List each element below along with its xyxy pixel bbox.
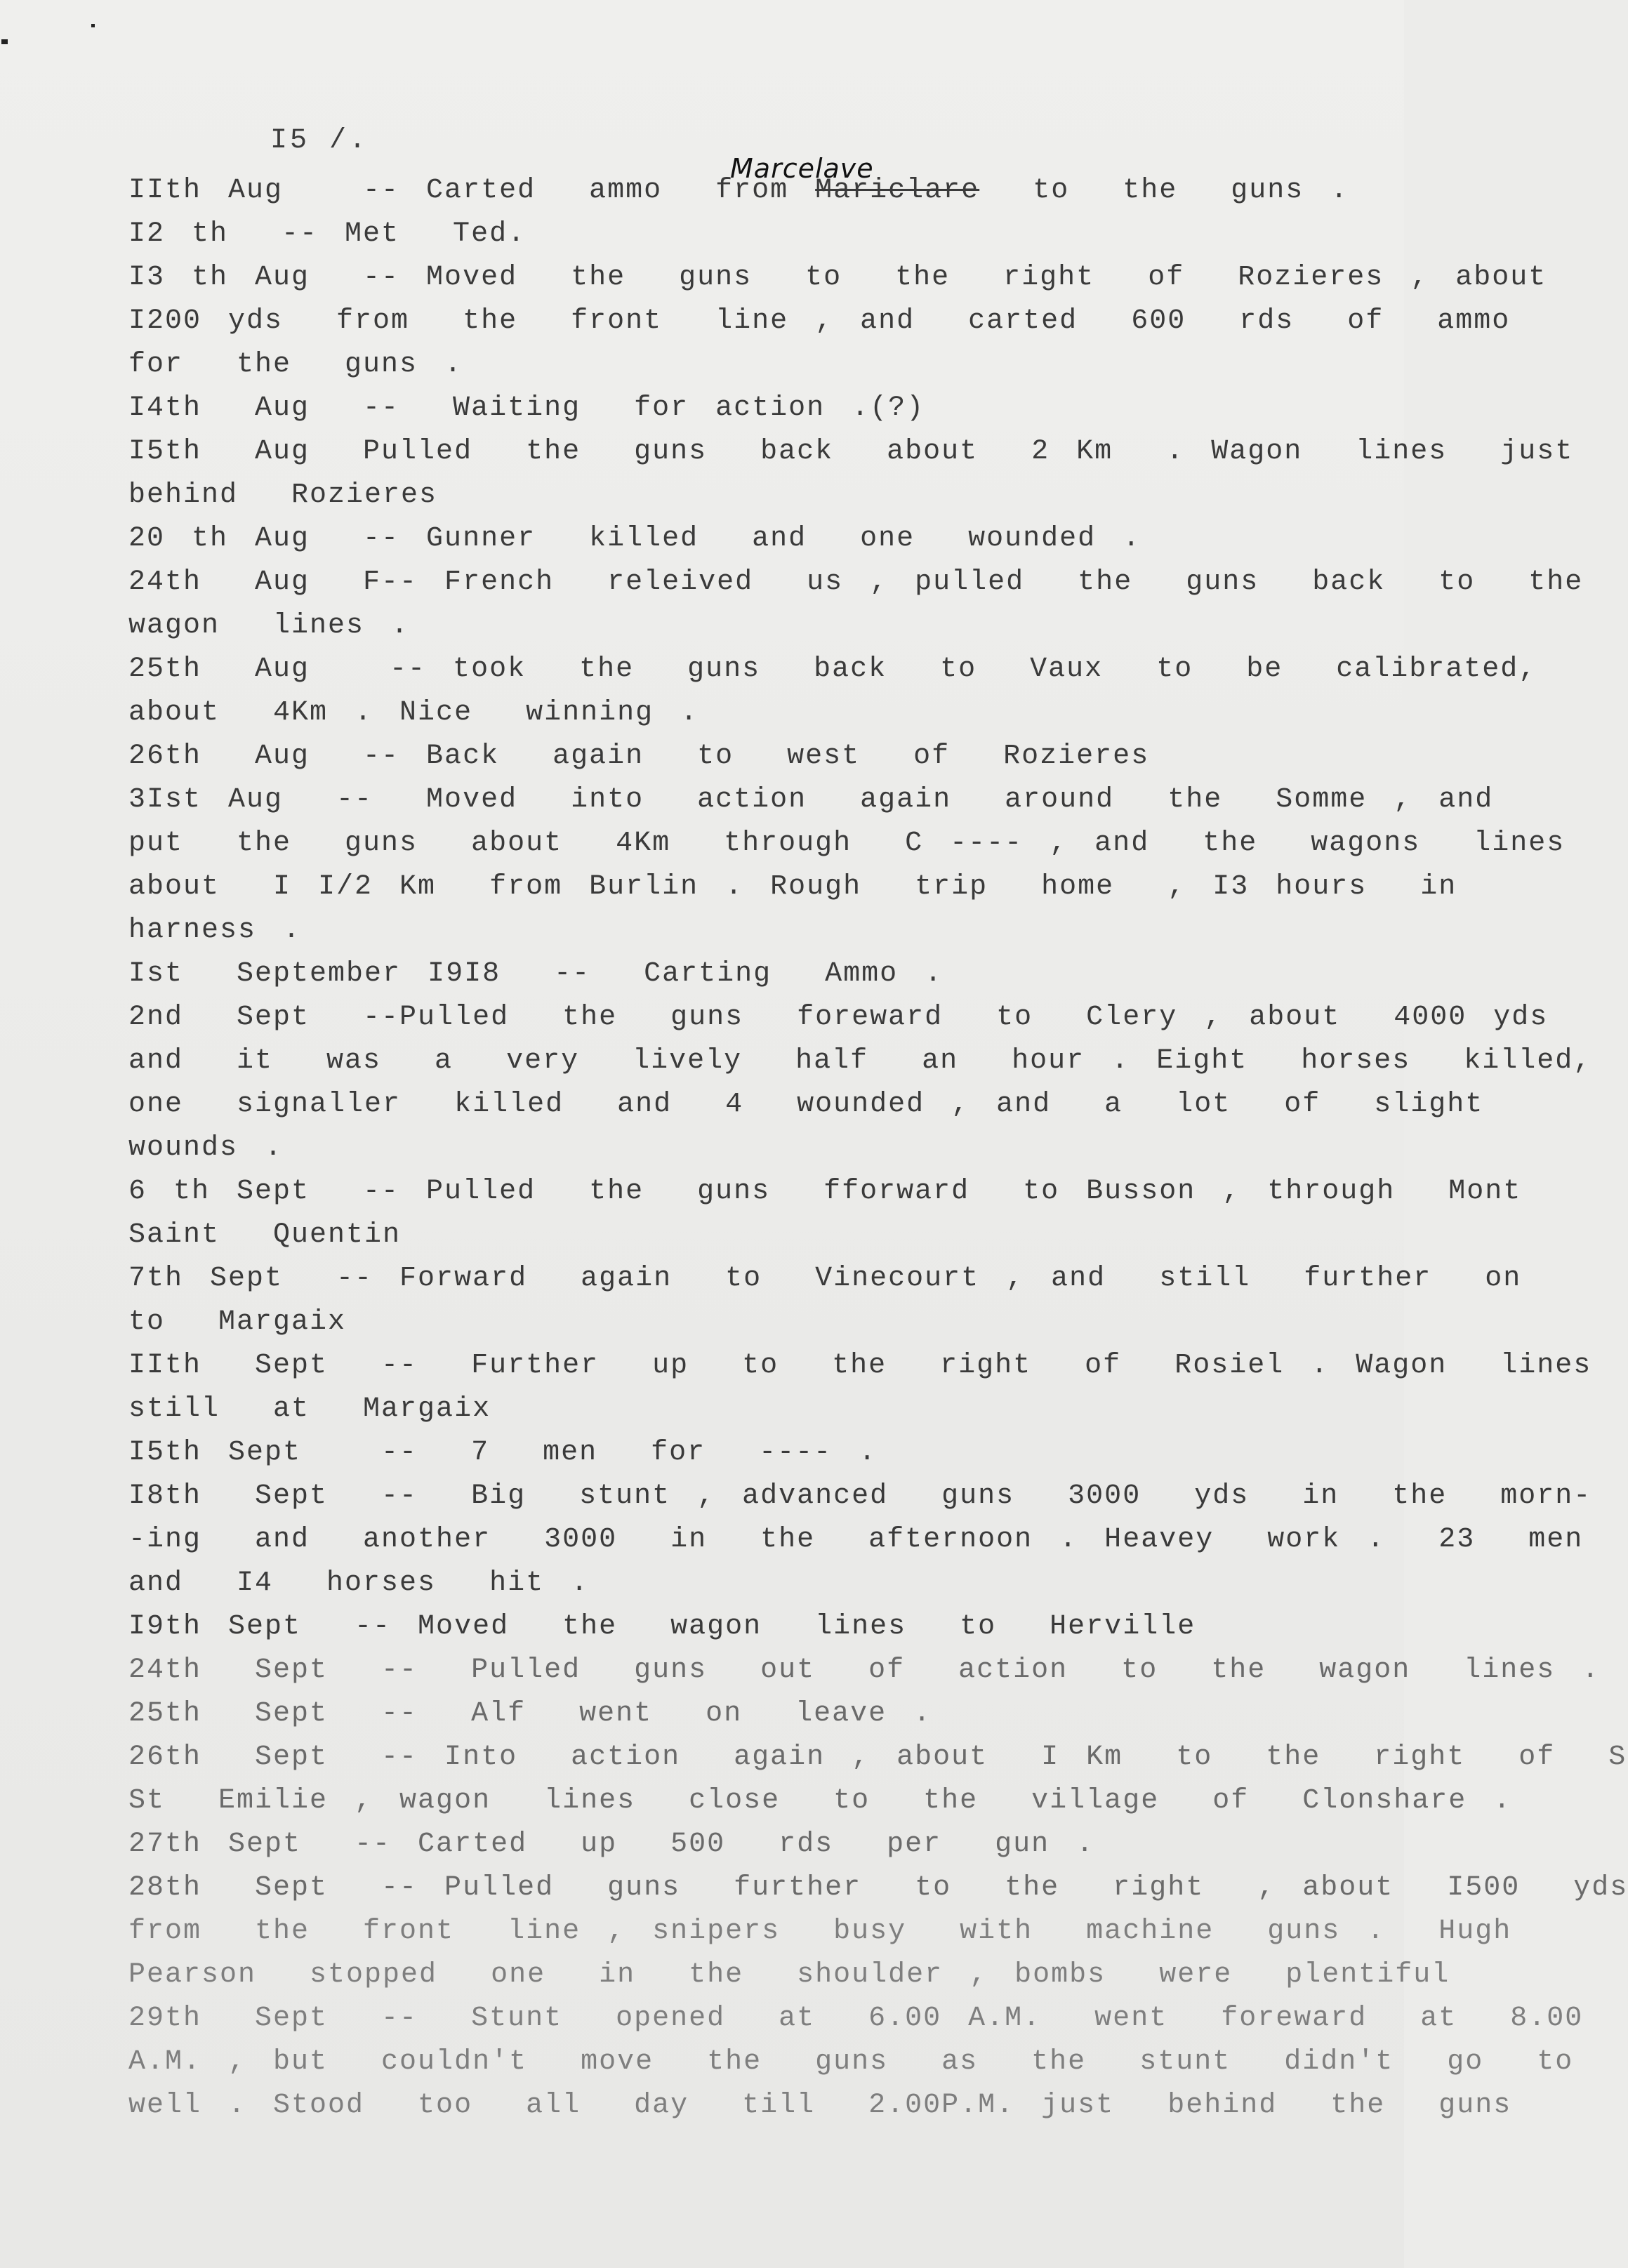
diary-line: for the guns . [128,349,463,380]
diary-line: one signaller killed and 4 wounded , and a lot of slight [128,1089,1484,1120]
scan-mark [91,24,95,27]
diary-line: 25th Aug -- took the guns back to Vaux to be calibrated, [128,654,1537,685]
diary-line: and I4 horses hit . [128,1567,590,1599]
diary-line: 2nd Sept --Pulled the guns foreward to Clery , about 4000 yds [128,1002,1549,1033]
diary-line: 26th Aug -- Back again to west of Rozieres [128,741,1150,772]
diary-line: I8th Sept -- Big stunt , advanced guns 3000 yds in the morn- [128,1480,1592,1512]
diary-line: 24th Aug F-- French releived us , pulled the guns back to the [128,566,1584,598]
diary-line: Saint Quentin [128,1219,402,1251]
diary-line: St Emilie , wagon lines close to the village of Clonshare . [128,1785,1512,1817]
diary-line: I4th Aug -- Waiting for action .(?) [128,392,925,424]
diary-line: harness . [128,915,302,946]
diary-line: 25th Sept -- Alf went on leave . [128,1698,932,1730]
handwritten-correction: Marcelave [730,153,874,184]
page-number: I5 /. [270,125,369,157]
diary-line: A.M. , but couldn't move the guns as the stunt didn't go to [128,2046,1574,2078]
diary-line: Pearson stopped one in the shoulder , bombs were plentiful [128,1959,1450,1991]
diary-line: 24th Sept -- Pulled guns out of action to the wagon lines . [128,1654,1601,1686]
diary-line: well . Stood too all day till 2.00P.M. just behind the guns [128,2090,1512,2121]
diary-line: 27th Sept -- Carted up 500 rds per gun . [128,1829,1095,1860]
diary-line: still at Margaix [128,1393,491,1425]
diary-line: from the front line , snipers busy with machine guns . Hugh [128,1916,1512,1947]
diary-line: and it was a very lively half an hour . Eight horses killed, [128,1045,1592,1077]
diary-line: behind Rozieres [128,479,438,511]
scan-mark [1,39,8,44]
diary-line: 6 th Sept -- Pulled the guns fforward to Busson , through Mont [128,1176,1522,1207]
diary-line: 3Ist Aug -- Moved into action again around the Somme , and [128,784,1494,816]
diary-line: 7th Sept -- Forward again to Vinecourt , and still further on [128,1263,1522,1294]
diary-line: -ing and another 3000 in the afternoon . Heavey work . 23 men [128,1524,1584,1556]
diary-line: IIth Aug -- Carted ammo from Mariclare to the guns . [128,175,1349,206]
diary-line: to Margaix [128,1306,347,1338]
diary-line: put the guns about 4Km through C ---- , and the wagons lines [128,828,1566,859]
diary-line: I5th Sept -- 7 men for ---- . [128,1437,878,1468]
diary-line: I9th Sept -- Moved the wagon lines to Herville [128,1611,1196,1643]
struck-text: Mariclare [815,175,980,206]
diary-line: 26th Sept -- Into action again , about I Km to the right of S [128,1742,1627,1773]
diary-line: wagon lines . [128,610,410,642]
diary-line: 29th Sept -- Stunt opened at 6.00 A.M. went foreward at 8.00 [128,2003,1584,2034]
diary-line: 28th Sept -- Pulled guns further to the right , about I500 yds [128,1872,1628,1904]
diary-line: 20 th Aug -- Gunner killed and one wounded . [128,523,1141,555]
diary-line: about 4Km . Nice winning . [128,697,699,729]
diary-line: I2 th -- Met Ted. [128,218,527,250]
diary-line: Ist September I9I8 -- Carting Ammo . [128,958,944,990]
diary-line: I200 yds from the front line , and carted 600 rds of ammo [128,305,1511,337]
diary-line: IIth Sept -- Further up to the right of Rosiel . Wagon lines [128,1350,1592,1381]
diary-line: about I I/2 Km from Burlin . Rough trip home , I3 hours in [128,871,1457,903]
diary-line: I3 th Aug -- Moved the guns to the right of Rozieres , about [128,262,1547,293]
diary-line: I5th Aug Pulled the guns back about 2 Km . Wagon lines just [128,436,1574,467]
diary-line: wounds . [128,1132,284,1164]
